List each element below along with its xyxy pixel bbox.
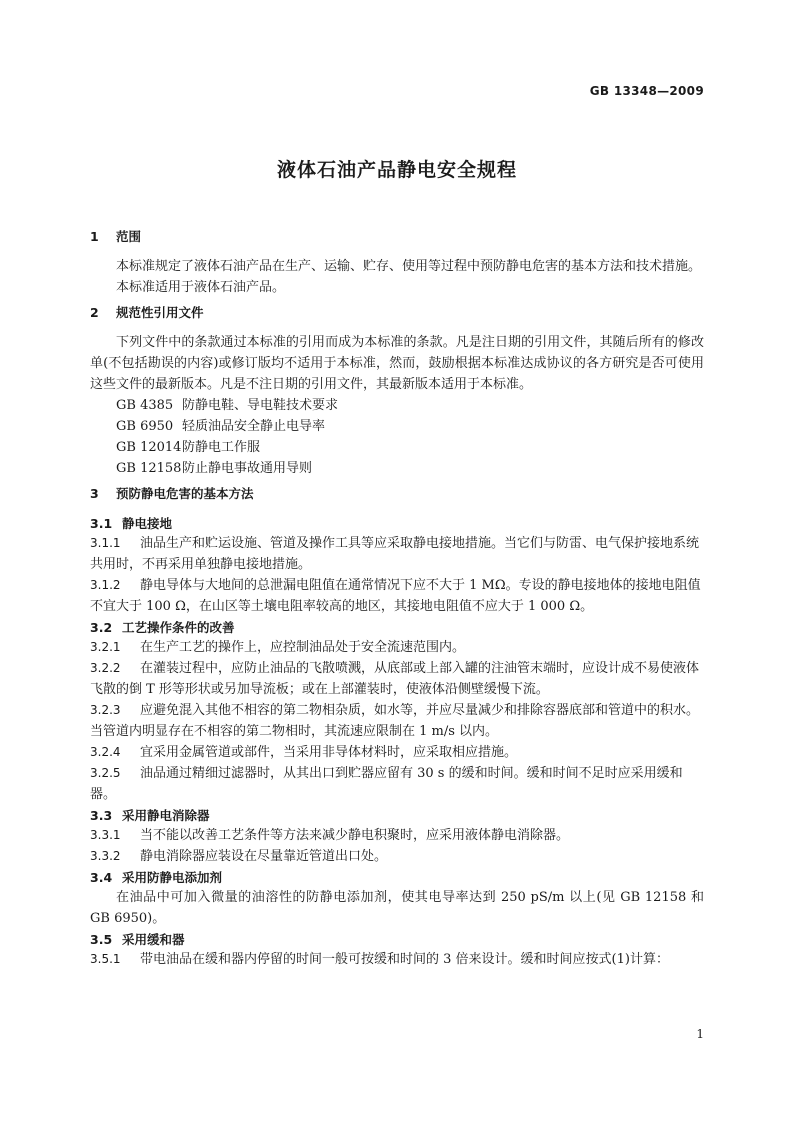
paragraph: 在油品中可加入微量的油溶性的防静电添加剂，使其电导率达到 250 pS/m 以上(见 GB 12158 和 GB 6950)。 — [90, 890, 704, 926]
subsection-number: 3.4 — [90, 870, 113, 885]
clause-3-2-4 — [90, 742, 704, 763]
section-title: 预防静电危害的基本方法 — [116, 486, 254, 501]
clause-3-3-2 — [90, 846, 704, 867]
standard-code: GB 13348—2009 — [589, 84, 704, 98]
clause-3-2-1 — [90, 637, 704, 658]
reference-item — [90, 395, 704, 416]
subsection-heading-3-1 — [90, 513, 704, 533]
clause-text: 在生产工艺的操作上，应控制油品处于安全流速范围内。 — [140, 640, 466, 655]
clause-text: 静电导体与大地间的总泄漏电阻值在通常情况下应不大于 1 MΩ。专设的静电接地体的接地电阻值不宜大于 100 Ω，在山区等土壤电阻率较高的地区，其接地电阻值不应大于 1 000 Ω。 — [90, 578, 701, 614]
subsection-title: 采用防静电添加剂 — [122, 870, 223, 885]
clause-text: 油品生产和贮运设施、管道及操作工具等应采取静电接地措施。当它们与防雷、电气保护接地系统共用时，不再采用单独静电接地措施。 — [90, 536, 700, 572]
subsection-number: 3.2 — [90, 620, 113, 635]
reference-title: 轻质油品安全静止电导率 — [182, 419, 326, 434]
paragraph: 本标准规定了液体石油产品在生产、运输、贮存、使用等过程中预防静电危害的基本方法和技术措施。 — [116, 259, 702, 274]
subsection-title: 采用静电消除器 — [122, 808, 210, 823]
clause-3-2-2 — [90, 658, 704, 700]
subsection-number: 3.5 — [90, 932, 113, 947]
section-title: 规范性引用文件 — [116, 305, 204, 320]
clause-text: 油品通过精细过滤器时，从其出口到贮器应留有 30 s 的缓和时间。缓和时间不足时应采用缓和器。 — [90, 766, 683, 802]
section-heading-3 — [90, 483, 704, 503]
clause-text: 在灌装过程中，应防止油品的飞散喷溅，从底部或上部入罐的注油管末端时，应设计成不易使液体飞散的倒 T 形等形状或另加导流板；或在上部灌装时，使液体沿侧壁缓慢下流。 — [90, 661, 700, 697]
clause-text: 带电油品在缓和器内停留的时间一般可按缓和时间的 3 倍来设计。缓和时间应按式(1)计算： — [140, 952, 669, 967]
section-number: 3 — [90, 486, 99, 501]
subsection-heading-3-3 — [90, 805, 704, 825]
paragraph: 下列文件中的条款通过本标准的引用而成为本标准的条款。凡是注日期的引用文件，其随后所有的修改单(不包括勘误的内容)或修订版均不适用于本标准，然而，鼓励根据本标准达成协议的各方研究是否可使用这些文件的最新版本。凡是不注日期的引用文件，其最新版本适用于本标准。 — [90, 335, 704, 392]
clause-text: 宜采用金属管道或部件，当采用非导体材料时，应采取相应措施。 — [140, 745, 518, 760]
clause-number: 3.3.2 — [90, 849, 121, 863]
section-title: 范围 — [116, 229, 142, 244]
clause-3-5-1 — [90, 949, 704, 970]
clause-number: 3.2.1 — [90, 640, 121, 654]
reference-title: 防静电工作服 — [182, 440, 261, 455]
clause-3-2-3 — [90, 700, 704, 742]
reference-item — [90, 458, 704, 479]
reference-code: GB 12158 — [116, 461, 182, 476]
subsection-heading-3-4 — [90, 867, 704, 887]
clause-number: 3.2.5 — [90, 766, 121, 780]
reference-title: 防静电鞋、导电鞋技术要求 — [182, 398, 339, 413]
clause-3-3-1 — [90, 825, 704, 846]
reference-code: GB 6950 — [116, 419, 174, 434]
clause-number: 3.2.3 — [90, 703, 121, 717]
subsection-heading-3-5 — [90, 929, 704, 949]
subsection-number: 3.1 — [90, 516, 113, 531]
reference-item — [90, 416, 704, 437]
subsection-number: 3.3 — [90, 808, 113, 823]
subsection-title: 工艺操作条件的改善 — [122, 620, 235, 635]
section-heading-2 — [90, 302, 704, 322]
clause-text: 应避免混入其他不相容的第二物相杂质，如水等，并应尽量减少和排除容器底部和管道中的积水。当管道内明显存在不相容的第二物相时，其流速应限制在 1 m/s 以内。 — [90, 703, 700, 739]
clause-3-2-5 — [90, 763, 704, 805]
section-number: 1 — [90, 229, 99, 244]
document-body — [90, 226, 704, 970]
reference-title: 防止静电事故通用导则 — [182, 461, 313, 476]
section-heading-1 — [90, 226, 704, 246]
subsection-title: 静电接地 — [122, 516, 173, 531]
subsection-title: 采用缓和器 — [122, 932, 185, 947]
clause-3-1-1 — [90, 533, 704, 575]
clause-text: 静电消除器应装设在尽量靠近管道出口处。 — [140, 849, 388, 864]
paragraph: 本标准适用于液体石油产品。 — [116, 280, 286, 295]
reference-code: GB 12014 — [116, 440, 182, 455]
reference-item — [90, 437, 704, 458]
clause-number: 3.5.1 — [90, 952, 121, 966]
clause-number: 3.3.1 — [90, 828, 121, 842]
clause-3-1-2 — [90, 575, 704, 617]
document-title: 液体石油产品静电安全规程 — [276, 159, 517, 181]
clause-number: 3.2.2 — [90, 661, 121, 675]
clause-number: 3.1.2 — [90, 578, 121, 592]
clause-number: 3.1.1 — [90, 536, 121, 550]
clause-text: 当不能以改善工艺条件等方法来减少静电积聚时，应采用液体静电消除器。 — [140, 828, 570, 843]
section-number: 2 — [90, 305, 99, 320]
subsection-heading-3-2 — [90, 617, 704, 637]
page-number: 1 — [696, 1027, 704, 1041]
reference-code: GB 4385 — [116, 398, 174, 413]
clause-number: 3.2.4 — [90, 745, 121, 759]
